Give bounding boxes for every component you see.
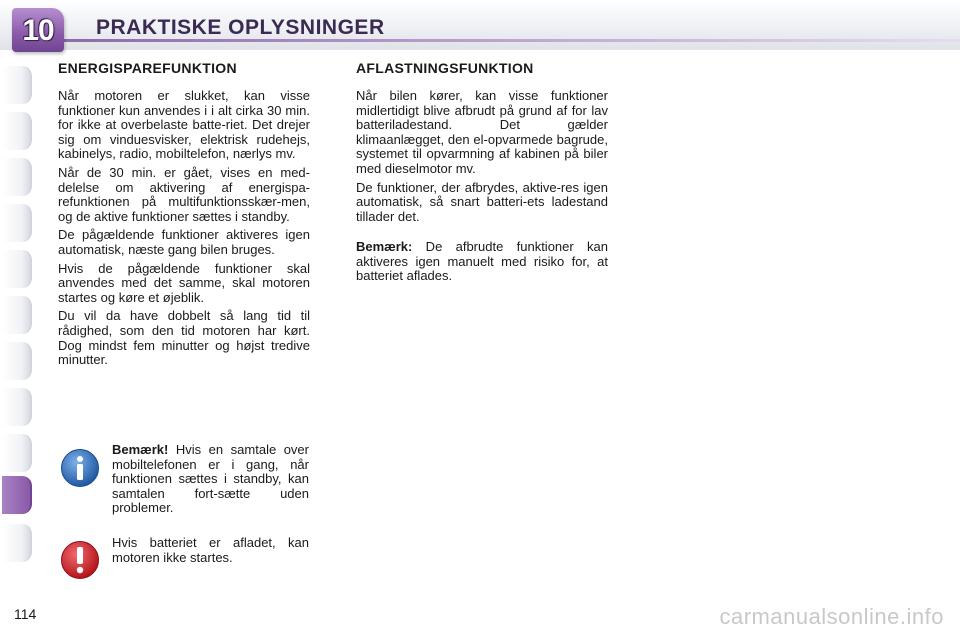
page-number: 114 <box>14 606 37 622</box>
energy-saving-heading: ENERGISPAREFUNKTION <box>58 60 237 76</box>
load-relief-note-label: Bemærk: <box>356 239 413 254</box>
chapter-tab[interactable] <box>2 388 32 426</box>
chapter-tab-active[interactable] <box>2 476 32 514</box>
chapter-tab[interactable] <box>2 342 32 380</box>
info-note-label: Bemærk! <box>112 442 169 457</box>
info-note-text: Hvis en samtale over mobiltelefonen er i gang, når funktionen sættes i standby, kan samtalen fort-sætte uden problemer. <box>112 442 309 516</box>
chapter-badge[interactable] <box>12 8 64 52</box>
info-icon <box>60 448 100 488</box>
chapter-tab[interactable] <box>2 66 32 104</box>
load-relief-paragraph: De funktioner, der afbrydes, aktive-res igen automatisk, så snart batteri-ets ladestand tillader det. <box>356 179 608 224</box>
chapter-tab[interactable] <box>2 112 32 150</box>
energy-paragraph: Hvis de pågældende funktioner skal anvendes med det samme, skal motoren startes og køre et øjeblik. <box>58 260 310 305</box>
energy-paragraph: Når motoren er slukket, kan visse funktioner kun anvendes i i alt cirka 30 min. for ikke at overbelaste batte-riet. Det drejer sig om vinduesvisker, elektrisk rudehejs, kabinelys, radio, mobiltelefon, nærlys mv. <box>58 88 310 162</box>
energy-paragraph: Du vil da have dobbelt så lang tid til rådighed, som den tid motoren har kørt. Dog mindst fem minutter og højst tredive minutter. <box>58 308 310 368</box>
load-relief-heading: AFLASTNINGSFUNKTION <box>356 60 534 76</box>
energy-paragraph: De pågældende funktioner aktiveres igen automatisk, næste gang bilen bruges. <box>58 227 310 257</box>
chapter-tab[interactable] <box>2 434 32 472</box>
chapter-tab[interactable] <box>2 250 32 288</box>
energy-saving-section <box>58 60 310 372</box>
load-relief-section <box>356 60 608 228</box>
warning-icon <box>60 540 100 580</box>
load-relief-note <box>356 240 608 284</box>
chapter-number: 10 <box>22 14 54 47</box>
chapter-tab[interactable] <box>2 204 32 242</box>
chapter-tab[interactable] <box>2 524 32 562</box>
load-relief-note-text: De afbrudte funktioner kan aktiveres igen manuelt med risiko for, at batteriet aflades. <box>356 239 608 284</box>
warning-note: Hvis batteriet er afladet, kan motoren ikke startes. <box>112 535 309 565</box>
chapter-tabs <box>0 62 34 582</box>
watermark: carmanualsonline.info <box>719 604 944 629</box>
page-title: PRAKTISKE OPLYSNINGER <box>96 16 385 39</box>
info-note <box>112 443 309 516</box>
load-relief-paragraph: Når bilen kører, kan visse funktioner midlertidigt blive afbrudt på grund af for lav batteriladestand. Det gælder klimaanlægget, den el-opvarmede bagrude, systemet til opvarmning af kabinen på biler med dieselmotor mv. <box>356 88 608 176</box>
chapter-tab[interactable] <box>2 296 32 334</box>
energy-paragraph: Når de 30 min. er gået, vises en med-delelse om aktivering af energispa-refunktionen på multifunktionsskær-men, og de aktive funktioner sættes i standby. <box>58 164 310 224</box>
chapter-tab[interactable] <box>2 158 32 196</box>
